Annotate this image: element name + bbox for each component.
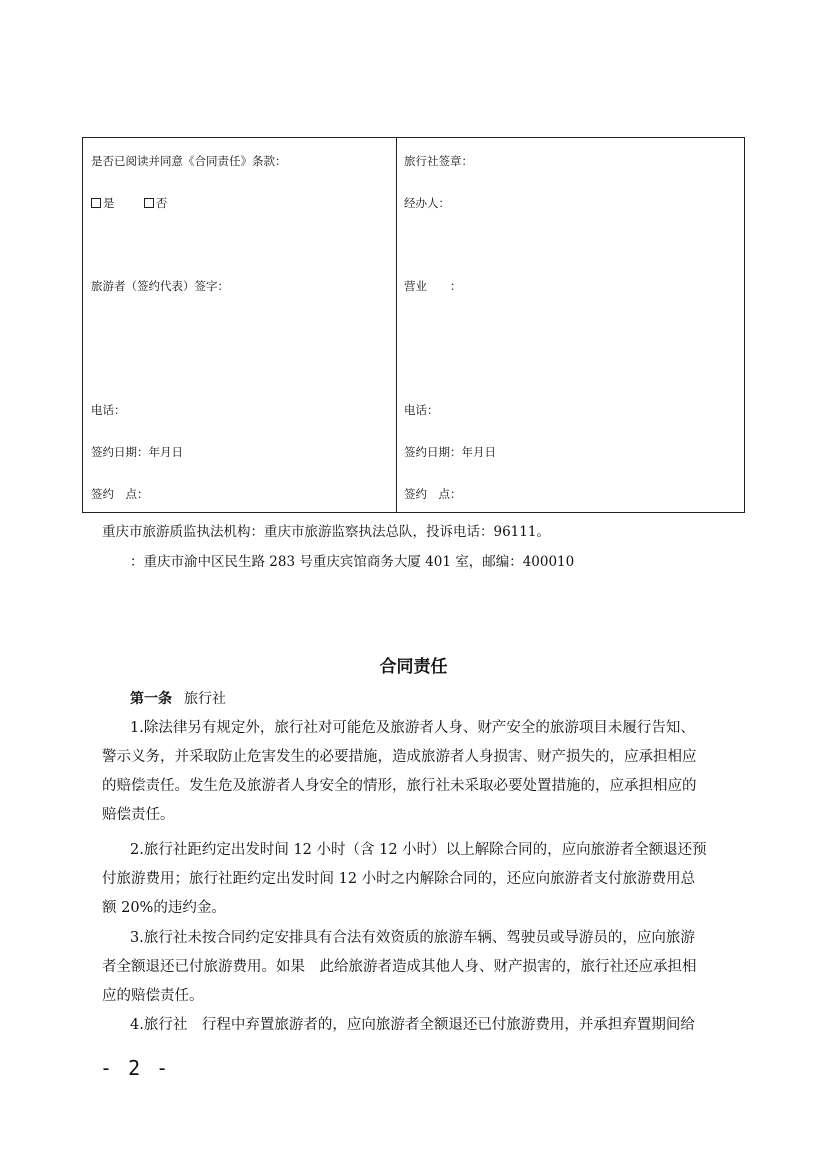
no-checkbox[interactable] bbox=[144, 198, 154, 208]
tourist-sign-place-label: 签约 点： bbox=[91, 487, 149, 501]
business-label: 营业 ： bbox=[404, 279, 462, 293]
paragraph-line: 付旅游费用；旅行社距约定出发时间 12 小时之内解除合同的，还应向旅游者支付旅游费用总 bbox=[102, 871, 696, 887]
table-divider bbox=[396, 138, 397, 512]
tourist-sign-date-label: 签约日期：年月日 bbox=[91, 445, 183, 459]
section-title: 合同责任 bbox=[379, 657, 448, 677]
article-heading bbox=[130, 688, 226, 708]
paragraph-line: 赔偿责任。 bbox=[102, 807, 175, 823]
yes-checkbox[interactable] bbox=[91, 198, 101, 208]
agency-sign-place-label: 签约 点： bbox=[404, 487, 462, 501]
article-number: 第一条 bbox=[130, 691, 172, 707]
tourist-phone-label: 电话： bbox=[91, 403, 126, 417]
page-number: - 2 - bbox=[100, 1056, 171, 1080]
tourist-signature-label: 旅游者（签约代表）签字： bbox=[91, 279, 229, 293]
paragraph-line: 的赔偿责任。发生危及旅游者人身安全的情形，旅行社未采取必要处置措施的，应承担相应的 bbox=[102, 778, 697, 794]
signature-table bbox=[82, 137, 745, 513]
handler-label: 经办人： bbox=[404, 196, 450, 210]
paragraph-line: 2.旅行社距约定出发时间 12 小时（含 12 小时）以上解除合同的，应向旅游者全额退还预 bbox=[130, 842, 707, 858]
agree-prompt: 是否已阅读并同意《合同责任》条款： bbox=[91, 154, 287, 168]
article-name: 旅行社 bbox=[184, 691, 226, 707]
agency-seal-label: 旅行社签章： bbox=[404, 154, 473, 168]
paragraph-line: 1.除法律另有规定外，旅行社对可能危及旅游者人身、财产安全的旅游项目未履行告知、 bbox=[130, 720, 695, 736]
agree-options bbox=[91, 196, 167, 210]
paragraph-line: 额 20%的违约金。 bbox=[102, 900, 226, 916]
paragraph-line: 警示义务，并采取防止危害发生的必要措施，造成旅游者人身损害、财产损失的，应承担相应 bbox=[102, 749, 697, 765]
agency-phone-label: 电话： bbox=[404, 403, 439, 417]
paragraph-line: 4.旅行社 行程中弃置旅游者的，应向旅游者全额退还已付旅游费用，并承担弃置期间给 bbox=[130, 1017, 695, 1033]
agency-sign-date-label: 签约日期：年月日 bbox=[404, 445, 496, 459]
no-label: 否 bbox=[155, 196, 168, 210]
supervision-agency-notice: 重庆市旅游质监执法机构：重庆市旅游监察执法总队，投诉电话：96111。 bbox=[102, 524, 550, 540]
yes-label: 是 bbox=[103, 196, 115, 210]
paragraph-line: 者全额退还已付旅游费用。如果 此给旅游者造成其他人身、财产损害的，旅行社还应承担相 bbox=[102, 959, 697, 975]
paragraph-line: 应的赔偿责任。 bbox=[102, 988, 204, 1004]
address-notice: ：重庆市渝中区民生路 283 号重庆宾馆商务大厦 401 室，邮编：400010 bbox=[130, 554, 575, 570]
paragraph-line: 3.旅行社未按合同约定安排具有合法有效资质的旅游车辆、驾驶员或导游员的，应向旅游 bbox=[130, 930, 695, 946]
